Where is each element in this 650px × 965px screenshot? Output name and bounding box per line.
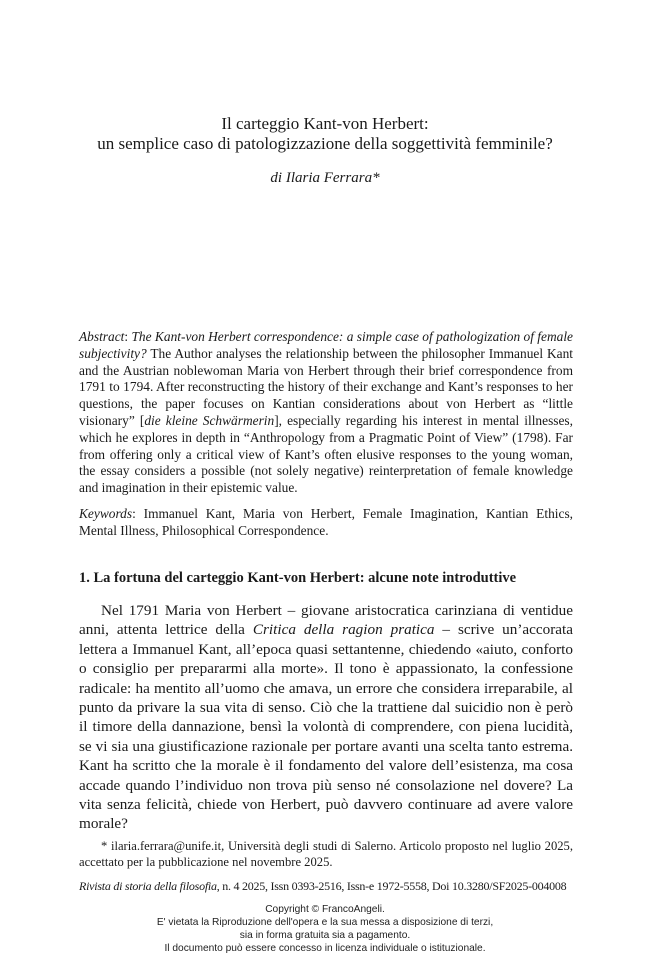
- abstract-label: Abstract: [79, 329, 125, 344]
- author-byline: di Ilaria Ferrara*: [270, 170, 380, 186]
- body-text-part-1: Nel 1791 Maria von Herbert – giovane aristocratica carinziana di ventidue anni, attenta lettrice della: [79, 602, 573, 639]
- abstract-text-part-2: ], especially regarding his interest in mental illnesses, which he explores in depth in “Anthropology from a Pragmatic Point of View” (1798). Far from offering only a critical view of Kant’s often elusive responses to the young woman, the essay considers a possible (not solely negative) reinterpretation of female knowledge and imagination in their epistemic value.: [79, 412, 573, 496]
- body-paragraph: [79, 601, 573, 834]
- copyright-line-4: Il documento può essere concesso in licenza individuale o istituzionale.: [164, 943, 486, 954]
- article-title-line-2: un semplice caso di patologizzazione della soggettività femminile?: [97, 134, 553, 153]
- article-title-line-1: Il carteggio Kant-von Herbert:: [221, 114, 429, 133]
- body-book-title: Critica della ragion pratica: [252, 621, 435, 639]
- keywords-text: : Immanuel Kant, Maria von Herbert, Female Imagination, Kantian Ethics, Mental Illness, Philosophical Correspondence.: [79, 506, 573, 538]
- abstract-english-title: The Kant-von Herbert correspondence: a simple case of pathologization of female subjectivity?: [79, 329, 573, 361]
- journal-citation: [79, 879, 573, 894]
- journal-details: , n. 4 2025, Issn 0393-2516, Issn-e 1972-5558, Doi 10.3280/SF2025-004008: [216, 879, 567, 893]
- author-footnote: * ilaria.ferrara@unife.it, Università degli studi di Salerno. Articolo proposto nel luglio 2025, accettato per la pubblicazione nel novembre 2025.: [79, 839, 573, 869]
- copyright-line-3: sia in forma gratuita sia a pagamento.: [239, 930, 411, 941]
- keywords-paragraph: [79, 506, 573, 540]
- abstract-colon: :: [124, 329, 132, 344]
- copyright-line-2: E' vietata la Riproduzione dell'opera e la sua messa a disposizione di terzi,: [156, 917, 494, 928]
- section-heading: 1. La fortuna del carteggio Kant-von Herbert: alcune note introduttive: [79, 570, 517, 586]
- abstract-german-term: die kleine Schwärmerin: [144, 412, 275, 428]
- keywords-label: Keywords: [79, 506, 133, 521]
- abstract-paragraph: [79, 329, 573, 497]
- copyright-notice: [0, 903, 650, 955]
- journal-name: Rivista di storia della filosofia: [79, 879, 217, 893]
- copyright-line-1: Copyright © FrancoAngeli.: [265, 904, 385, 915]
- body-text-part-2: – scrive un’accorata lettera a Immanuel Kant, all’epoca quasi settantenne, chiedendo «aiuto, conforto o consiglio per prepararmi alla morte». Il tono è appassionato, la confessione radicale: ha mentito all’uomo che amava, un errore che considera irreparabile, al punto da privare la sua vita di senso. Ciò che la trattiene dal suicidio non è però il timore della dannazione, bensì la volontà di comprendere, con piena lucidità, se vi sia una giustificazione razionale per portare avanti una scelta tanto estrema. Kant ha scritto che la morale è il fondamento del valore dell’esistenza, ma cosa accade quando l’individuo non trova più senso né consolazione nel dovere? La vita senza felicità, chiede von Herbert, può davvero continuare ad avere valore morale?: [79, 621, 573, 833]
- abstract-text-part-1: The Author analyses the relationship between the philosopher Immanuel Kant and the Austrian noblewoman Maria von Herbert through their brief correspondence from 1791 to 1794. After reconstructing the history of their exchange and Kant’s responses to her questions, the paper focuses on Kantian considerations about von Herbert as “little visionary” [: [79, 345, 573, 428]
